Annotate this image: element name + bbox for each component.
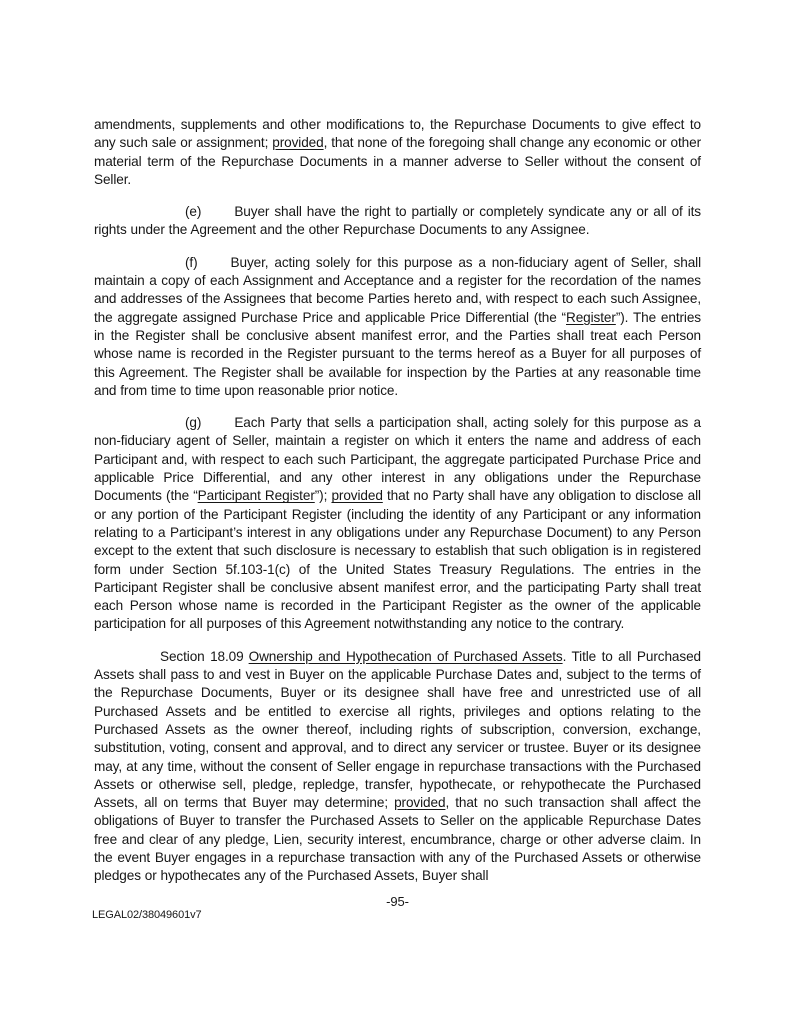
paragraph-section-18-09 (94, 648, 701, 886)
section-heading-underlined: Ownership and Hypothecation of Purchased Assets (248, 648, 563, 664)
text-segment: Buyer shall have the right to partially or completely syndicate any or all of its rights under the Agreement and the other Repurchase Documents to any Assignee. (94, 204, 701, 238)
provided-underlined-term: provided (394, 795, 446, 811)
text-segment: ”). The entries in the Register shall be conclusive absent manifest error, and the Parties shall treat each Person whose name is recorded in the Register pursuant to the terms hereof as a Buyer for all purposes of this Agreement. The Register shall be available for inspection by the Parties at any reasonable time and from time to time upon reasonable prior notice. (94, 309, 701, 398)
text-segment: ”); (314, 488, 332, 504)
paragraph-g-label: (g) (185, 415, 202, 431)
paragraph-e (94, 203, 701, 240)
page-number: -95- (386, 894, 409, 909)
text-segment: . Title to all Purchased Assets shall pass to and vest in Buyer on the applicable Purchase Dates and, subject to the terms of the Repurchase Documents, Buyer or its designee shall have free and unrestricted use of all Purchased Assets and be entitled to exercise all rights, privileges and options relating to the Purchased Assets as the owner thereof, including rights of subscription, conversion, exchange, substitution, voting, consent and approval, and to direct any servicer or trustee. Buyer or its designee may, at any time, without the consent of Seller engage in repurchase transactions with the Purchased Assets or otherwise sell, pledge, repledge, transfer, hypothecate, or rehypothecate the Purchased Assets, all on terms that Buyer may determine; (94, 648, 701, 811)
text-segment: , that none of the foregoing shall change any economic or other material term of the Repurchase Documents in a manner adverse to Seller without the consent of Seller. (94, 135, 702, 187)
text-segment: that no Party shall have any obligation to disclose all or any portion of the Participant Register (including the identity of any Participant or any information relating to a Participant’s interest in any obligations under any Repurchase Document) to any Person except to the extent that such disclosure is necessary to establish that such obligation is in registered form under Section 5f.103-1(c) of the United States Treasury Regulations. The entries in the Participant Register shall be conclusive absent manifest error, and the participating Party shall treat each Person whose name is recorded in the Participant Register as the owner of the applicable participation for all purposes of this Agreement notwithstanding any notice to the contrary. (94, 488, 701, 632)
paragraph-amendments-continuation (94, 116, 701, 189)
text-segment: , that no such transaction shall affect the obligations of Buyer to transfer the Purchased Assets to Seller on the applicable Repurchase Dates free and clear of any pledge, Lien, security interest, encumbrance, charge or other adverse claim. In the event Buyer engages in a repurchase transaction with any of the Purchased Assets or otherwise pledges or hypothecates any of the Purchased Assets, Buyer shall (94, 795, 701, 884)
text-segment: amendments, supplements and other modifications to, the Repurchase Documents to give effect to any such sale or assignment; (94, 117, 701, 151)
text-segment: Buyer, acting solely for this purpose as a non-fiduciary agent of Seller, shall maintain a copy of each Assignment and Acceptance and a register for the recordation of the names and addresses of the Assignees that become Parties hereto and, with respect to each such Assignee, the aggregate assigned Purchase Price and applicable Price Differential (the “ (94, 254, 701, 325)
paragraph-f-label: (f) (185, 254, 198, 270)
section-number: Section 18.09 (160, 648, 244, 664)
provided-underlined-term: provided (331, 488, 383, 504)
provided-underlined-term: provided (272, 135, 324, 151)
doc-id: LEGAL02/38049601v7 (92, 909, 202, 921)
register-underlined-term: Register (566, 309, 616, 325)
paragraph-e-label: (e) (185, 204, 202, 220)
paragraph-g (94, 414, 701, 634)
paragraph-f (94, 254, 701, 400)
text-segment: Each Party that sells a participation shall, acting solely for this purpose as a non-fiduciary agent of Seller, maintain a register on which it enters the name and address of each Participant and, with respect to each such Participant, the aggregate participated Purchase Price and applicable Price Differential, and any other interest in any obligations under the Repurchase Documents (the “ (94, 415, 701, 504)
document-body (94, 116, 701, 900)
participant-register-underlined-term: Participant Register (197, 488, 315, 504)
